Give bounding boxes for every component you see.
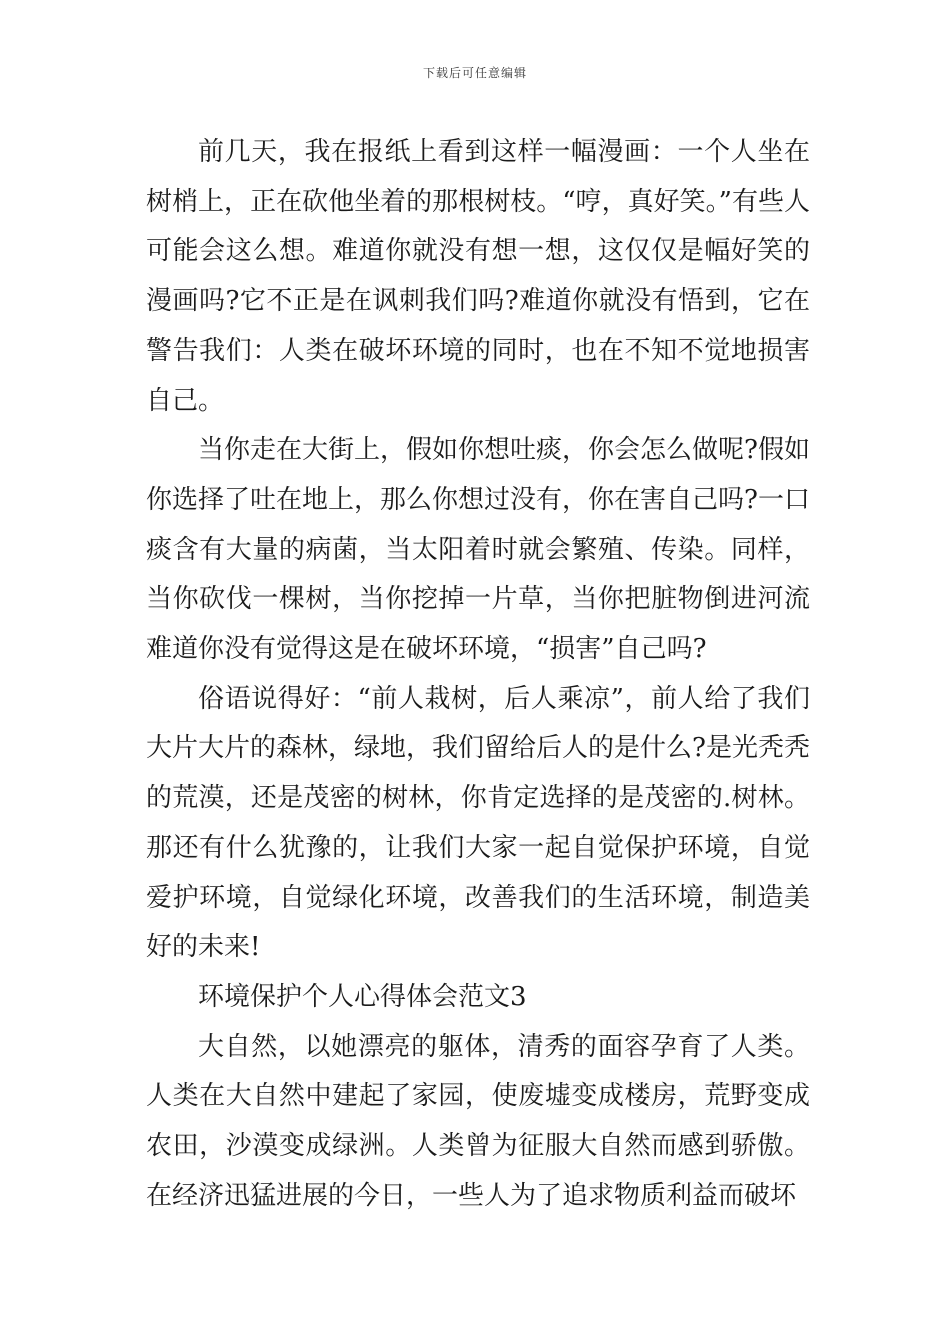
paragraph-1: 前几天，我在报纸上看到这样一幅漫画：一个人坐在树梢上，正在砍他坐着的那根树枝。“哼，真好笑。”有些人可能会这么想。难道你就没有想一想，这仅仅是幅好笑的漫画吗?它不正是在讽刺我们吗?难道你就没有悟到，它在警告我们：人类在破坏环境的同时，也在不知不觉地损害自己。 [146,137,810,416]
paragraph-3: 俗语说得好：“前人栽树，后人乘凉”，前人给了我们大片大片的森林，绿地，我们留给后人的是什么?是光秃秃的荒漠，还是茂密的树林，你肯定选择的是茂密的.树林。那还有什么犹豫的，让我们大家一起自觉保护环境，自觉爱护环境，自觉绿化环境，改善我们的生活环境，制造美好的未来! [146,683,810,963]
paragraph-2: 当你走在大街上，假如你想吐痰，你会怎么做呢?假如你选择了吐在地上，那么你想过没有，你在害自己吗?一口痰含有大量的病菌，当太阳着时就会繁殖、传染。同样，当你砍伐一棵树，当你挖掉一片草，当你把脏物倒进河流难道你没有觉得这是在破坏环境，“损害”自己吗? [146,435,810,665]
document-body [146,128,810,1221]
section-title: 环境保护个人心得体会范文3 [198,981,527,1012]
paragraph-4: 大自然，以她漂亮的躯体，清秀的面容孕育了人类。人类在大自然中建起了家园，使废墟变成楼房，荒野变成农田，沙漠变成绿洲。人类曾为征服大自然而感到骄傲。在经济迅猛进展的今日，一些人为了追求物质利益而破坏 [146,1031,810,1211]
page-header: 下载后可任意编辑 [422,66,527,80]
